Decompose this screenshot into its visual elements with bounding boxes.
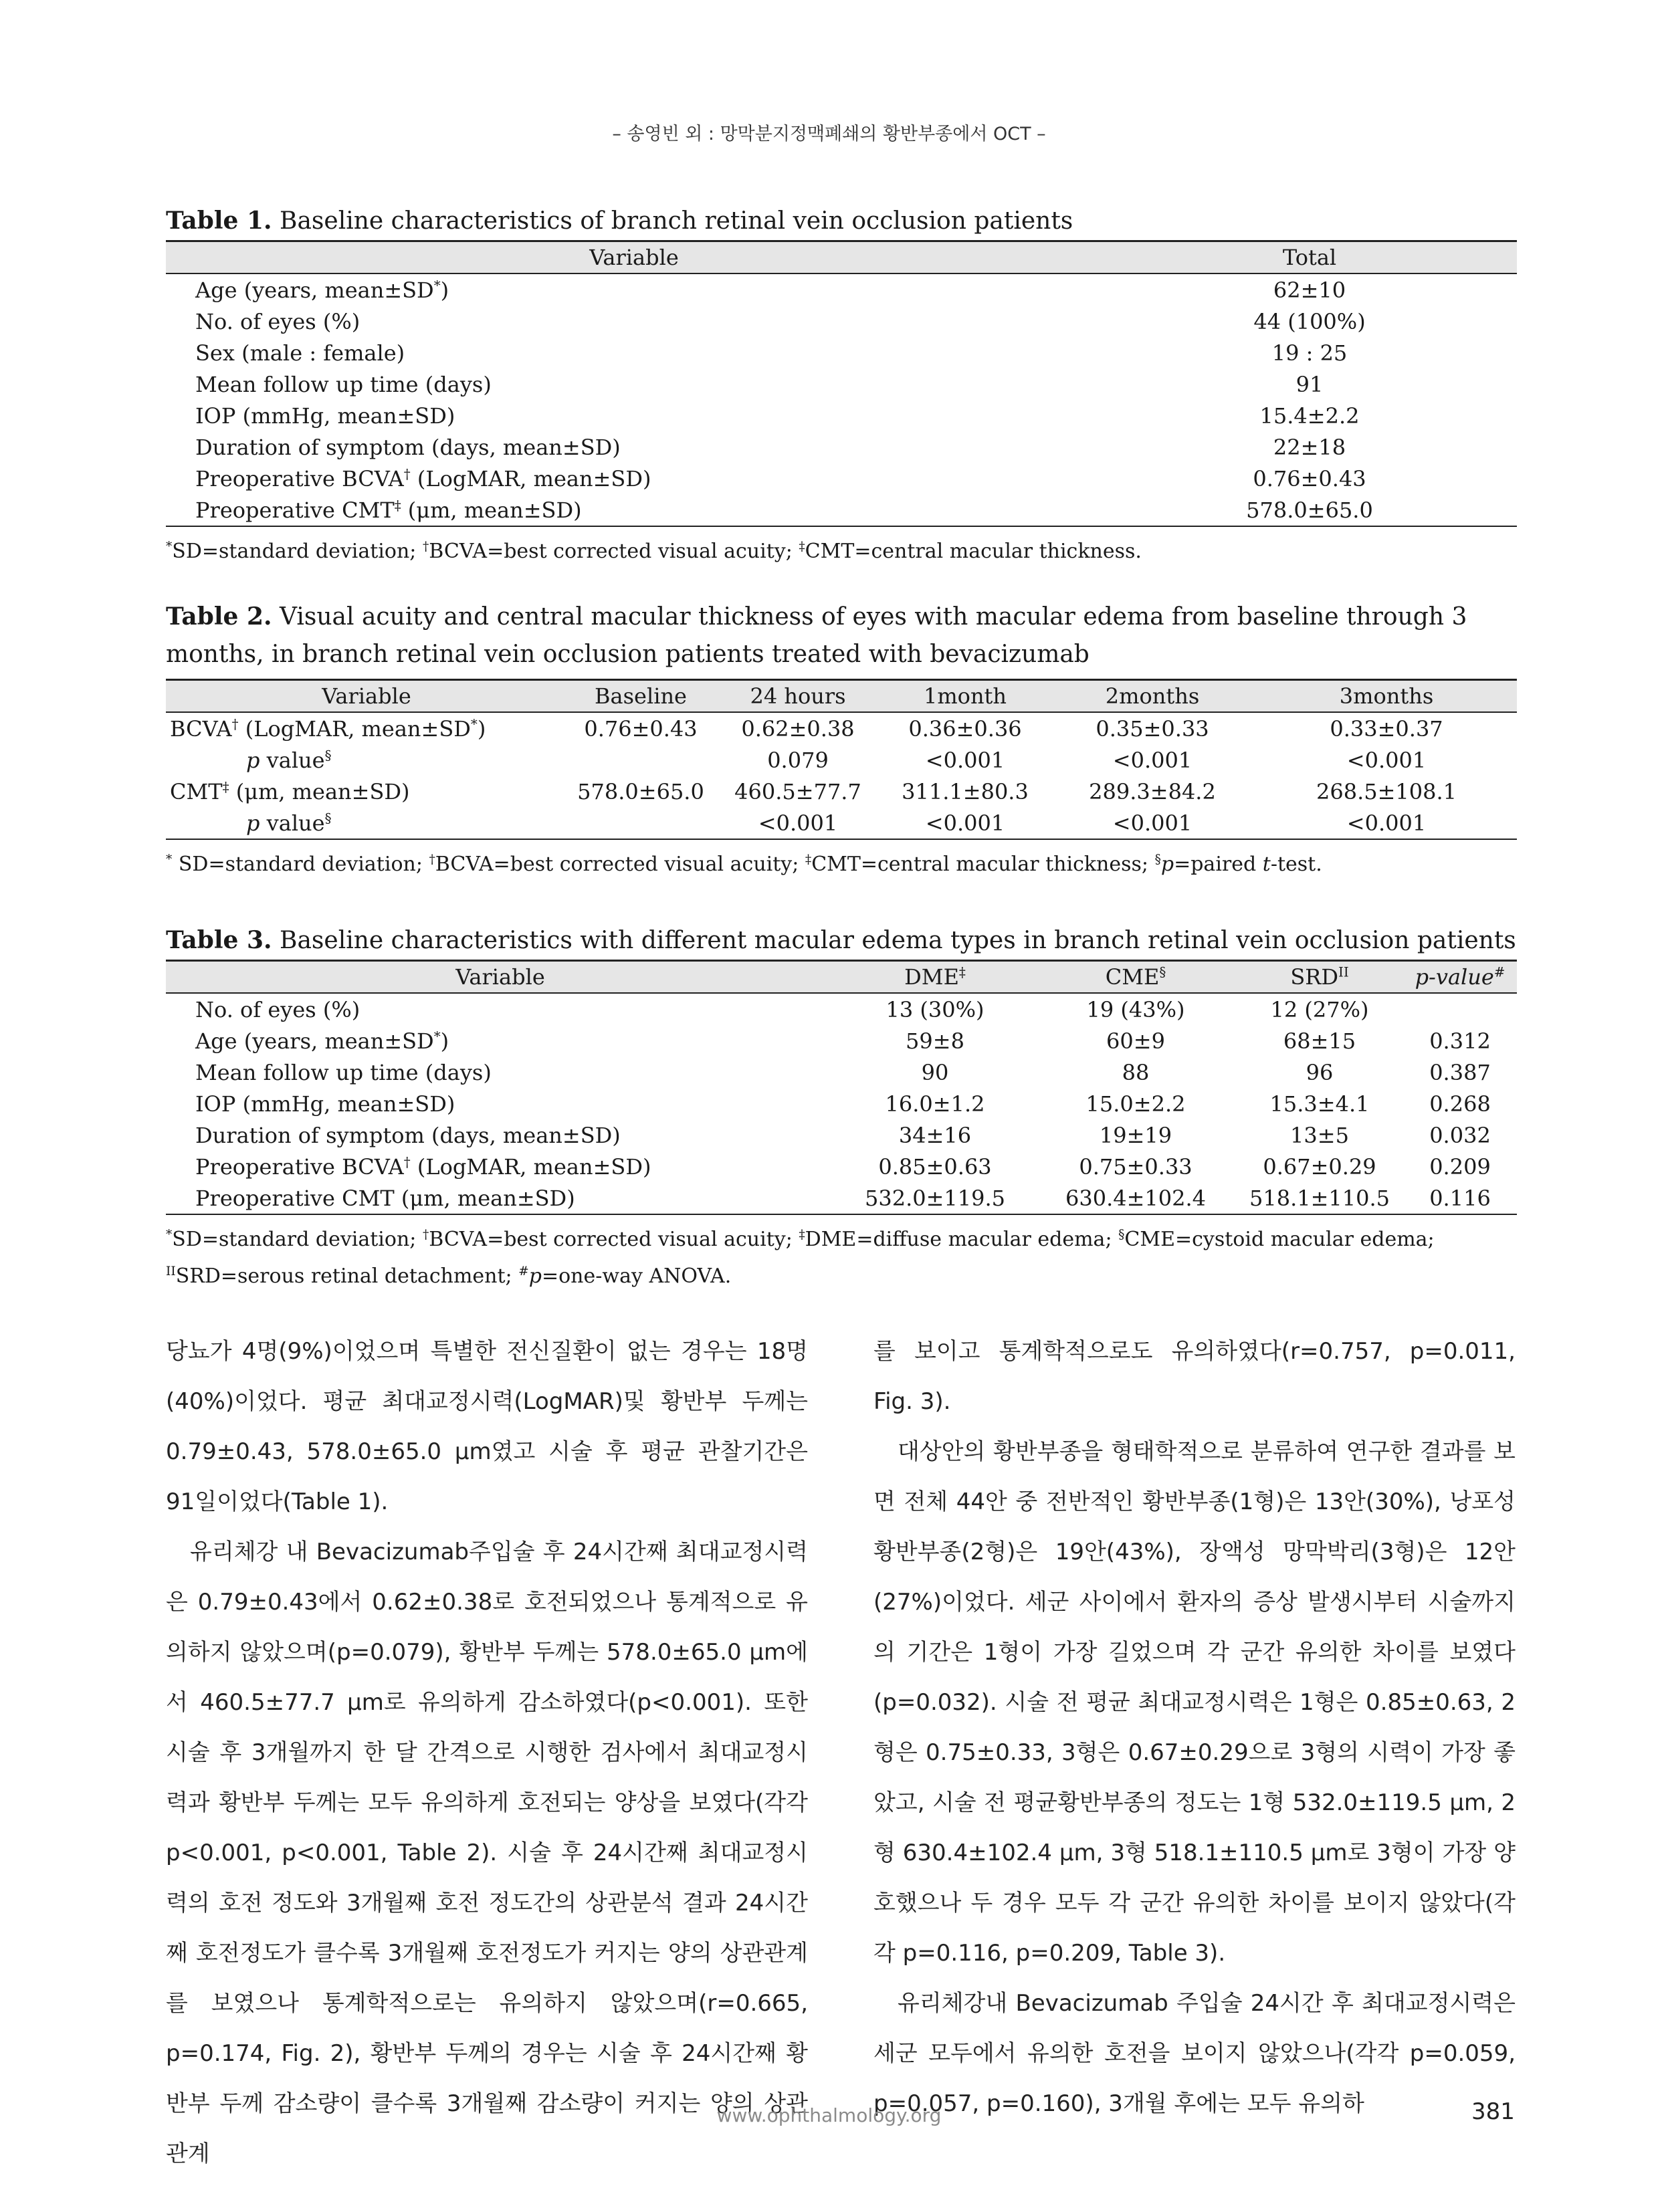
table-3-footnote: *SD=standard deviation; †BCVA=best corrected visual acuity; ‡DME=diffuse macular edema; §CME=cystoid macular edema; $^{II}$SRD=serous retinal detachment; #p=one-way ANOVA.	[166, 1228, 1435, 1288]
table-row: Duration of symptom (days, mean±SD) 22±18	[195, 434, 1346, 460]
table-1-header-total: Total	[1102, 241, 1517, 274]
table-3-caption-text: Baseline characteristics with different macular edema types in branch retinal vein occlusion patients	[280, 927, 1516, 954]
table-row: Preoperative CMT (μm, mean±SD) 532.0±119.5 630.4±102.4 518.1±110.5 0.116	[166, 1182, 1517, 1214]
body-paragraph: 유리체강 내 Bevacizumab주입술 후 24시간째 최대교정시력은 0.79±0.43에서 0.62±0.38로 호전되었으나 통계적으로 유의하지 않았으며(p=0.079), 황반부 두께는 578.0±65.0 μm에서 460.5±77.7 μm로 유의하게 감소하였다(p<0.001). 또한 시술 후 3개월까지 한 달 간격으로 시행한 검사에서 최대교정시력과 황반부 두께는 모두 유의하게 호전되는 양상을 보였다(각각 p<0.001, p<0.001, Table 2). 시술 후 24시간째 최대교정시력의 호전 정도와 3개월째 호전 정도간의 상관분석 결과 24시간째 호전정도가 클수록 3개월째 호전정도가 커지는 양의 상관관계를 보였으나 통계학적으로는 유의하지 않았으며(r=0.665, p=0.174, Fig. 2), 황반부 두께의 경우는 시술 후 24시간째 황반부 두께 감소량이 클수록 3개월째 감소량이 커지는 양의 상관관계	[166, 1539, 808, 2167]
table-3-header-p-value: p-value#	[1403, 961, 1517, 994]
footer-url[interactable]: www.ophthalmology.org	[716, 2104, 942, 2126]
table-2-header-2months: 2months	[1049, 680, 1256, 713]
table-row: Preoperative BCVA† (LogMAR, mean±SD) 0.85±0.63 0.75±0.33 0.67±0.29 0.209	[195, 1153, 1491, 1180]
table-3	[166, 921, 1517, 1293]
table-2-header-variable: Variable	[166, 680, 567, 713]
table-2-header-1month: 1month	[882, 680, 1049, 713]
table-row: p value§ <0.001 <0.001 <0.001 <0.001	[166, 807, 1517, 839]
table-1-footnote: *SD=standard deviation; †BCVA=best corrected visual acuity; ‡CMT=central macular thickness.	[166, 540, 1142, 563]
table-3-header-dme: DME‡	[835, 961, 1035, 994]
table-2-footnote: * SD=standard deviation; †BCVA=best corrected visual acuity; ‡CMT=central macular thickness; §p=paired t-test.	[166, 853, 1322, 876]
table-row: No. of eyes (%) 13 (30%) 19 (43%) 12 (27%)	[195, 996, 1369, 1022]
table-2-caption-text: Visual acuity and central macular thickness of eyes with macular edema from baseline through 3 months, in branch retinal vein occlusion patients treated with bevacizumab	[166, 603, 1467, 668]
table-row: Age (years, mean±SD*) 62±10	[195, 277, 1346, 303]
table-2-header-3months: 3months	[1256, 680, 1517, 713]
table-row: Mean follow up time (days) 90 88 96 0.387	[195, 1059, 1491, 1085]
table-row: CMT‡ (μm, mean±SD) 578.0±65.0 460.5±77.7 311.1±80.3 289.3±84.2 268.5±108.1	[170, 778, 1457, 804]
table-row: Sex (male : female) 19 : 25	[195, 340, 1348, 366]
body-paragraph: 대상안의 황반부종을 형태학적으로 분류하여 연구한 결과를 보면 전체 44안 중 전반적인 황반부종(1형)은 13안(30%), 낭포성 황반부종(2형)은 19안(43%), 장액성 망막박리(3형)은 12안(27%)이었다. 세군 사이에서 환자의 증상 발생시부터 시술까지의 기간은 1형이 가장 길었으며 각 군간 유의한 차이를 보였다(p=0.032). 시술 전 평균 최대교정시력은 1형은 0.85±0.63, 2형은 0.75±0.33, 3형은 0.67±0.29으로 3형의 시력이 가장 좋았고, 시술 전 평균황반부종의 정도는 1형 532.0±119.5 μm, 2형 630.4±102.4 μm, 3형 518.1±110.5 μm로 3형이 가장 양호했으나 두 경우 모두 각 군간 유의한 차이를 보이지 않았다(각각 p=0.116, p=0.209, Table 3).	[873, 1438, 1516, 1967]
table-2-header-baseline: Baseline	[567, 680, 714, 713]
table-row: No. of eyes (%) 44 (100%)	[195, 308, 1366, 334]
table-3-label: Table 3.	[166, 926, 272, 954]
table-row: Preoperative CMT‡ (μm, mean±SD) 578.0±65.0	[166, 494, 1517, 526]
body-column-right	[873, 1327, 1516, 2129]
table-1-header-variable: Variable	[166, 241, 1102, 274]
table-3-grid	[166, 960, 1517, 1215]
body-paragraph: 를 보이고 통계학적으로도 유의하였다(r=0.757, p=0.011, Fig. 3).	[873, 1338, 1516, 1415]
table-row: Preoperative BCVA† (LogMAR, mean±SD) 0.76±0.43	[195, 465, 1366, 491]
table-1-grid	[166, 240, 1517, 527]
table-row: p value§ 0.079 <0.001 <0.001 <0.001	[246, 747, 1427, 773]
running-head: – 송영빈 외 : 망막분지정맥폐쇄의 황반부종에서 OCT –	[612, 124, 1046, 144]
table-3-caption	[166, 921, 1517, 960]
table-row: Mean follow up time (days) 91	[195, 371, 1324, 397]
page-number: 381	[1471, 2098, 1515, 2125]
table-1	[166, 202, 1517, 568]
table-row: IOP (mmHg, mean±SD) 15.4±2.2	[195, 403, 1360, 429]
body-column-left	[166, 1327, 808, 2179]
table-row: Age (years, mean±SD*) 59±8 60±9 68±15 0.312	[195, 1028, 1491, 1054]
table-2-caption	[166, 598, 1517, 673]
table-2-header-24hours: 24 hours	[714, 680, 882, 713]
table-row: BCVA† (LogMAR, mean±SD*) 0.76±0.43 0.62±0.38 0.36±0.36 0.35±0.33 0.33±0.37	[170, 715, 1443, 742]
table-row: Duration of symptom (days, mean±SD) 34±16 19±19 13±5 0.032	[195, 1122, 1491, 1148]
table-2-grid	[166, 679, 1517, 840]
table-2-label: Table 2.	[166, 602, 272, 631]
table-3-header-cme: CME§	[1035, 961, 1236, 994]
table-1-caption	[166, 202, 1517, 240]
table-3-header-srd: $SRD^{II}$	[1236, 961, 1403, 994]
table-row: IOP (mmHg, mean±SD) 16.0±1.2 15.0±2.2 15.3±4.1 0.268	[195, 1091, 1491, 1117]
table-1-label: Table 1.	[166, 207, 272, 235]
body-paragraph: 유리체강내 Bevacizumab 주입술 24시간 후 최대교정시력은 세군 모두에서 유의한 호전을 보이지 않았으나(각각 p=0.059, p=0.057, p=0.160), 3개월 후에는 모두 유의하	[873, 1990, 1516, 2117]
table-2	[166, 598, 1517, 881]
table-1-caption-text: Baseline characteristics of branch retinal vein occlusion patients	[280, 207, 1073, 235]
table-3-header-variable: Variable	[166, 961, 835, 994]
body-paragraph: 당뇨가 4명(9%)이었으며 특별한 전신질환이 없는 경우는 18명(40%)이었다. 평균 최대교정시력(LogMAR)및 황반부 두께는 0.79±0.43, 578.0±65.0 μm였고 시술 후 평균 관찰기간은 91일이었다(Table 1).	[166, 1338, 808, 1515]
